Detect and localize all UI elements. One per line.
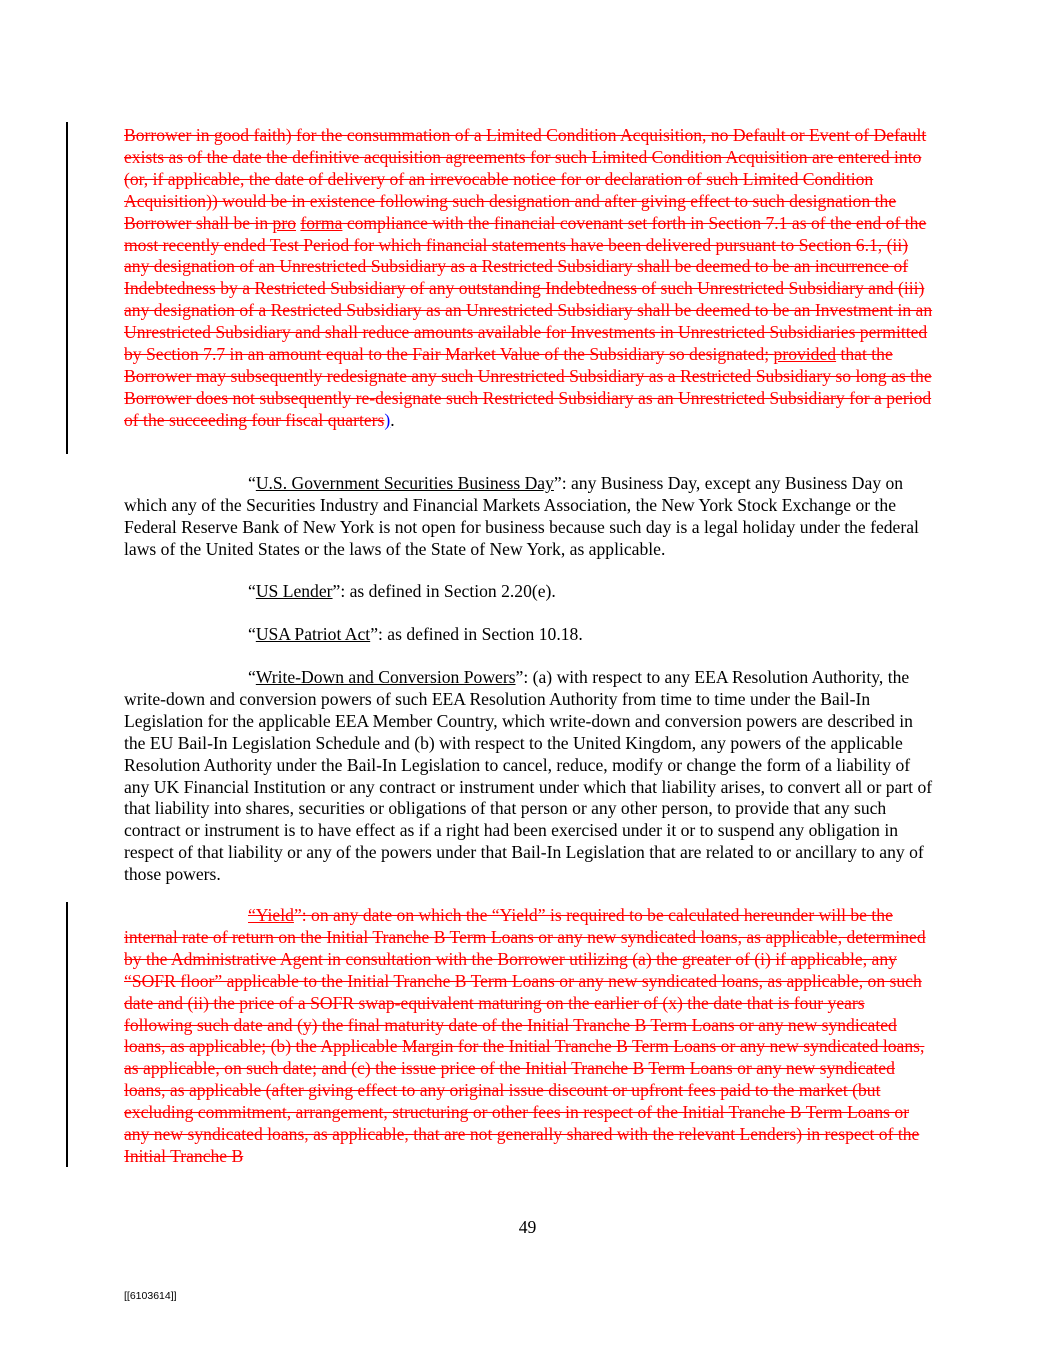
definition-write-down-and-conversion-powers [124, 667, 934, 886]
definition-usa-patriot-act [124, 624, 934, 646]
definition-body: ”: as defined in Section 10.18. [370, 624, 583, 644]
inserted-paren: ) [384, 409, 391, 430]
definition-body: ”: as defined in Section 2.20(e). [332, 581, 556, 601]
deleted-text: compliance with the financial covenant set forth in Section 7.1 as of the end of the most recently ended Test Period for which financial statements have been delivered pursuant to Section 6.1, (ii) any designation of an Unrestricted Subsidiary as a Restricted Subsidiary shall be deemed to be an incurrence of Indebtedness by a Restricted Subsidiary of any outstanding Indebtedness of such Unrestricted Subsidiary and (iii) any designation of a Restricted Subsidiary as an Unrestricted Subsidiary shall be deemed to be an Investment in an Unrestricted Subsidiary and shall reduce amounts available for Investments in Unrestricted Subsidiaries permitted by Section 7.7 in an amount equal to the Fair Market Value of the Subsidiary so designated; [124, 212, 933, 365]
deleted-text-forma: forma [300, 212, 343, 233]
defined-term: US Lender [255, 581, 333, 601]
page-number: 49 [518, 1217, 537, 1237]
defined-term: Write-Down and Conversion Powers [255, 667, 516, 687]
period: . [390, 409, 395, 430]
deleted-text: ”: on any date on which the “Yield” is required to be calculated hereunder will be the internal rate of return on the Initial Tranche B Term Loans or any new syndicated loans, as applicable, determined by the Administrative Agent in consultation with the Borrower utilizing (a) the greater of (i) if applicable, any “SOFR floor” applicable to the Initial Tranche B Term Loans or any new syndicated loans, as applicable, on such date and (ii) the price of a SOFR swap-equivalent maturing on the earlier of (x) the date that is four years following such date and (y) the final maturity date of the Initial Tranche B Term Loans or any new syndicated loans, as applicable; (b) the Applicable Margin for the Initial Tranche B Term Loans or any new syndicated loans, as applicable, on such date; and (c) the issue price of the Initial Tranche B Term Loans or any new syndicated loans, as applicable (after giving effect to any original issue discount or upfront fees paid to the market (but excluding commitment, arrangement, structuring or other fees in respect of the Initial Tranche B Term Loans or any new syndicated loans, as applicable, that are not generally shared with the relevant Lenders) in respect of the Initial Tranche B [124, 905, 926, 1166]
deleted-defined-term: “Yield [248, 905, 294, 925]
open-quote: “ [248, 667, 256, 687]
definition-body: ”: any Business Day, except any Business Day on which any of the Securities Industry and Financial Markets Association, the New York Stock Exchange or the Federal Reserve Bank of New York is not open for business because such day is a legal holiday under the federal laws of the United States or the laws of the State of New York, as applicable. [124, 473, 919, 559]
definition-yield-deleted [124, 905, 934, 1168]
deleted-text-provided: provided [773, 344, 837, 365]
change-bar-top [66, 122, 68, 454]
deleted-text: Borrower in good faith) for the consummation of a Limited Condition Acquisition, no Default or Event of Default exists as of the date the definitive acquisition agreements for such Limited Condition Acquisition are entered into (or, if applicable, the date of delivery of an irrevocable notice for or declaration of such Limited Condition Acquisition)) would be in existence following such designation and after giving effect to such designation the Borrower shall be in [124, 125, 927, 233]
deleted-text-pro: pro [272, 212, 296, 233]
paragraph-unrestricted-subsidiary-continuation [124, 125, 934, 432]
change-bar-bottom [66, 902, 68, 1167]
definition-body: ”: (a) with respect to any EEA Resolution Authority, the write-down and conversion powers of such EEA Resolution Authority from time to time under the Bail-In Legislation for the applicable EEA Member Country, which write-down and conversion powers are described in the EU Bail-In Legislation Schedule and (b) with respect to the United Kingdom, any powers of the applicable Resolution Authority under the Bail-In Legislation to cancel, reduce, modify or change the form of a liability of any UK Financial Institution or any contract or instrument under which that liability arises, to convert all or part of that liability into shares, securities or obligations of that person or any other person, to provide that any such contract or instrument is to have effect as if a right had been exercised under it or to suspend any obligation in respect of that liability or any of the powers under that Bail-In Legislation that are related to or ancillary to any of those powers. [124, 667, 933, 885]
defined-term: U.S. Government Securities Business Day [255, 473, 554, 493]
document-id: [[6103614]] [124, 1290, 177, 1302]
deleted-text: that the Borrower may subsequently redesignate any such Unrestricted Subsidiary as a Restricted Subsidiary so long as the Borrower does not subsequently re-designate such Restricted Subsidiary as an Unrestricted Subsidiary for a period of the succeeding four fiscal quarters [124, 344, 932, 430]
definition-us-government-securities-business-day [124, 473, 934, 561]
open-quote: “ [248, 581, 256, 601]
open-quote: “ [248, 473, 256, 493]
defined-term: USA Patriot Act [255, 624, 371, 644]
definition-us-lender [124, 581, 934, 603]
open-quote: “ [248, 624, 256, 644]
